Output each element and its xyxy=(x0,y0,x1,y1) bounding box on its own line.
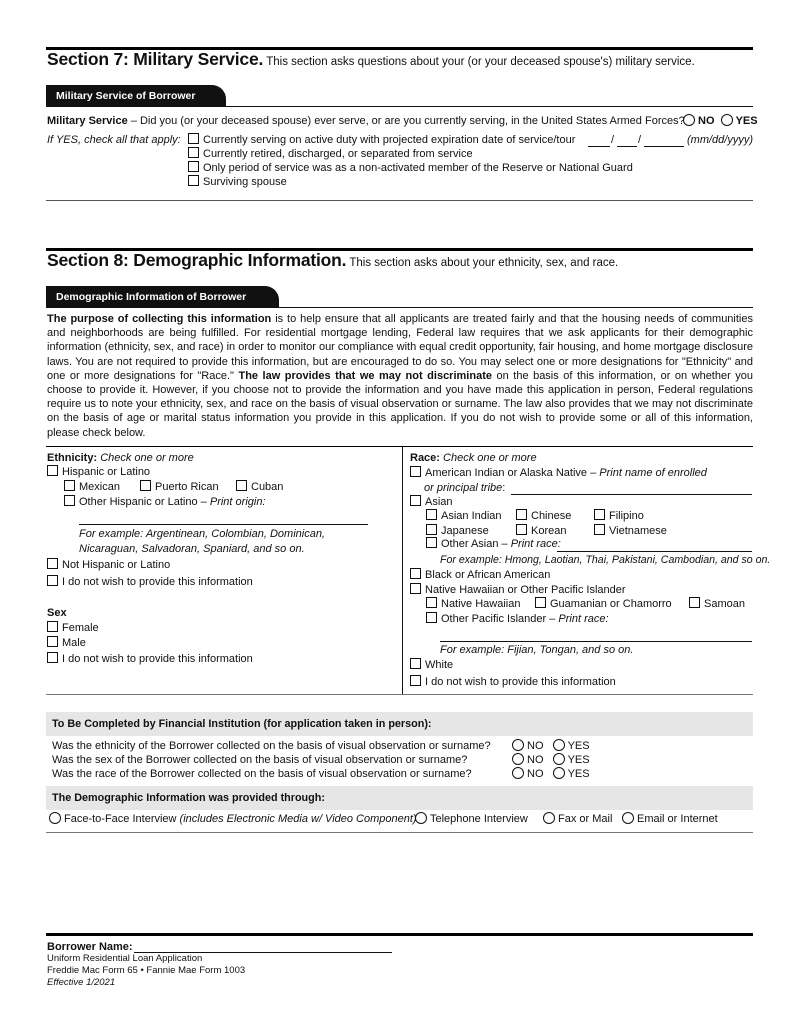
tribe-input-line[interactable] xyxy=(511,494,752,495)
chinese-label: Chinese xyxy=(531,510,572,522)
race-japanese xyxy=(426,524,489,538)
race-no-wish-label: I do not wish to provide this information xyxy=(425,676,616,688)
samoan-checkbox[interactable] xyxy=(689,597,700,608)
not-hispanic-checkbox[interactable] xyxy=(47,558,58,569)
face-to-face-label: Face-to-Face Interview xyxy=(64,813,177,825)
ethnicity-observed-yes-radio[interactable] xyxy=(553,739,565,751)
ethnicity-label: Ethnicity: xyxy=(47,452,98,464)
other-pacific-label: Other Pacific Islander – xyxy=(441,613,556,625)
american-indian-label: American Indian or Alaska Native – xyxy=(425,467,597,479)
race-native-hawaiian xyxy=(426,597,520,611)
female-label: Female xyxy=(62,622,99,634)
military-option-active-duty xyxy=(188,133,575,147)
retired-label: Currently retired, discharged, or separated from service xyxy=(203,148,473,160)
ethnicity-hint: Check one or more xyxy=(100,452,194,464)
reserve-checkbox[interactable] xyxy=(188,161,199,172)
face-to-face-note: (includes Electronic Media w/ Video Component) xyxy=(179,813,417,825)
ethnicity-example: For example: Argentinean, Colombian, Dominican, Nicaraguan, Salvadoran, Spaniard, and so on. xyxy=(79,528,325,555)
black-label: Black or African American xyxy=(425,569,551,581)
asian-checkbox[interactable] xyxy=(410,495,421,506)
active-duty-label: Currently serving on active duty with projected expiration date of service/tour xyxy=(203,134,576,146)
section8-heading xyxy=(47,250,619,270)
samoan-label: Samoan xyxy=(704,598,745,610)
race-pacific-islander xyxy=(410,583,626,597)
purpose-bold: The purpose of collecting this information xyxy=(47,313,272,325)
active-duty-checkbox[interactable] xyxy=(188,133,199,144)
military-no-label: NO xyxy=(698,115,715,127)
sex-no-wish-label: I do not wish to provide this information xyxy=(62,653,253,665)
institution-header: To Be Completed by Financial Institution (for application taken in person): xyxy=(52,718,432,730)
military-option-retired xyxy=(188,147,473,161)
ethnicity-no-wish-checkbox[interactable] xyxy=(47,575,58,586)
email-label: Email or Internet xyxy=(637,813,718,825)
black-checkbox[interactable] xyxy=(410,568,421,579)
asian-indian-checkbox[interactable] xyxy=(426,509,437,520)
institution-answer-sex xyxy=(512,753,590,767)
guamanian-checkbox[interactable] xyxy=(535,597,546,608)
institution-question-ethnicity: Was the ethnicity of the Borrower collected on the basis of visual observation or surname? xyxy=(52,740,491,752)
male-checkbox[interactable] xyxy=(47,636,58,647)
other-asian-label: Other Asian – xyxy=(441,538,508,550)
print-origin-label: Print origin: xyxy=(209,496,266,508)
reserve-label: Only period of service was as a non-activated member of the Reserve or National Guard xyxy=(203,162,633,174)
print-tribe-label: Print name of enrolled xyxy=(599,467,707,479)
face-to-face-radio[interactable] xyxy=(49,812,61,824)
section7-bottom-rule xyxy=(46,200,753,201)
sex-no-wish xyxy=(47,652,253,666)
vietnamese-label: Vietnamese xyxy=(609,525,667,537)
race-vietnamese xyxy=(594,524,667,538)
native-hawaiian-label: Native Hawaiian xyxy=(441,598,521,610)
military-yes-label: YES xyxy=(735,115,758,127)
ethnicity-hispanic xyxy=(47,465,150,479)
korean-label: Korean xyxy=(531,525,567,537)
ethnicity-observed-yes-label: YES xyxy=(567,740,590,752)
pacific-islander-checkbox[interactable] xyxy=(410,583,421,594)
section8-tab-line xyxy=(46,307,753,308)
race-korean xyxy=(516,524,566,538)
race-observed-no-label: NO xyxy=(527,768,544,780)
section7-heading xyxy=(47,49,695,69)
institution-answer-race xyxy=(512,767,590,781)
sex-observed-no-radio[interactable] xyxy=(512,753,524,765)
surviving-spouse-checkbox[interactable] xyxy=(188,175,199,186)
purpose-text-1: is to help ensure that all applicants are treated fairly and that the housing needs of communities and neighborhoods are being fulfilled. For residential mortgage lending, Federal law requires that we ask applicants for their demographic information (ethnicity, sex, and race) in order to monitor our compliance with equal credit opportunity, fair housing, and home mortgage disclosure laws. You are not required to provide this information, but are encouraged to do so. You may select one or more designations for "Ethnicity" and one or more designations for "Race." xyxy=(47,313,753,382)
vietnamese-checkbox[interactable] xyxy=(594,524,605,535)
race-observed-yes-label: YES xyxy=(567,768,590,780)
race-hint: Check one or more xyxy=(443,452,537,464)
origin-input-line[interactable] xyxy=(79,524,368,525)
provided-fax xyxy=(543,812,612,826)
pacific-islander-label: Native Hawaiian or Other Pacific Islander xyxy=(425,584,626,596)
date-month-field[interactable] xyxy=(588,146,610,147)
print-tribe-label-2: or principal tribe xyxy=(424,482,503,494)
ethnicity-observed-no-label: NO xyxy=(527,740,544,752)
footer-form-numbers: Freddie Mac Form 65 • Fannie Mae Form 1003 xyxy=(47,965,246,976)
fax-label: Fax or Mail xyxy=(558,813,613,825)
section7-subtitle: This section asks questions about your (or your deceased spouse's) military service. xyxy=(266,56,695,68)
race-no-wish xyxy=(410,675,616,689)
other-hispanic-label: Other Hispanic or Latino – xyxy=(79,496,207,508)
date-sep-1: / xyxy=(611,134,615,146)
email-radio[interactable] xyxy=(622,812,634,824)
race-other-asian xyxy=(426,537,561,551)
provided-through-header: The Demographic Information was provided through: xyxy=(52,792,325,804)
asian-example: For example: Hmong, Laotian, Thai, Pakistani, Cambodian, and so on. xyxy=(440,554,771,566)
other-asian-input-line[interactable] xyxy=(557,551,752,552)
asian-indian-label: Asian Indian xyxy=(441,510,502,522)
print-race-label-2: Print race: xyxy=(558,613,609,625)
hispanic-label: Hispanic or Latino xyxy=(62,466,151,478)
race-chinese xyxy=(516,509,571,523)
date-format-hint: (mm/dd/yyyy) xyxy=(687,134,753,146)
race-observed-yes-radio[interactable] xyxy=(553,767,565,779)
filipino-checkbox[interactable] xyxy=(594,509,605,520)
sex-male xyxy=(47,636,86,650)
footer-effective-date: Effective 1/2021 xyxy=(47,977,116,988)
puerto-rican-checkbox[interactable] xyxy=(140,480,151,491)
japanese-checkbox[interactable] xyxy=(426,524,437,535)
provided-through-bottom-rule xyxy=(46,832,753,833)
race-black xyxy=(410,568,550,582)
if-yes-label: If YES, check all that apply: xyxy=(47,134,181,146)
other-pacific-checkbox[interactable] xyxy=(426,612,437,623)
demographic-divider xyxy=(46,446,753,447)
provided-telephone xyxy=(415,812,528,826)
retired-checkbox[interactable] xyxy=(188,147,199,158)
ethnicity-heading xyxy=(47,451,194,465)
military-yes-radio[interactable] xyxy=(721,114,733,126)
asian-label: Asian xyxy=(425,496,453,508)
column-divider xyxy=(402,447,403,694)
race-label: Race: xyxy=(410,452,440,464)
institution-answer-ethnicity xyxy=(512,739,590,753)
section7-tab: Military Service of Borrower xyxy=(46,85,226,107)
female-checkbox[interactable] xyxy=(47,621,58,632)
purpose-bold-2: The law provides that we may not discriminate xyxy=(238,369,492,382)
race-asian xyxy=(410,495,453,509)
section8-tab: Demographic Information of Borrower xyxy=(46,286,279,308)
cuban-label: Cuban xyxy=(251,481,284,493)
surviving-spouse-label: Surviving spouse xyxy=(203,176,287,188)
fax-radio[interactable] xyxy=(543,812,555,824)
institution-top-rule xyxy=(46,694,753,695)
chinese-checkbox[interactable] xyxy=(516,509,527,520)
race-samoan xyxy=(689,597,745,611)
white-label: White xyxy=(425,659,454,671)
military-service-label: Military Service xyxy=(47,115,128,127)
ethnicity-cuban xyxy=(236,480,283,494)
race-other-pacific xyxy=(426,612,609,626)
footer-rule xyxy=(46,933,753,936)
mexican-label: Mexican xyxy=(79,481,120,493)
borrower-name-label: Borrower Name: xyxy=(47,941,133,953)
sex-heading: Sex xyxy=(47,607,67,619)
demographic-purpose-paragraph xyxy=(47,312,753,440)
sex-female xyxy=(47,621,99,635)
race-american-indian xyxy=(410,466,707,480)
pacific-example: For example: Fijian, Tongan, and so on. xyxy=(440,644,634,656)
military-option-reserve xyxy=(188,161,633,175)
hispanic-checkbox[interactable] xyxy=(47,465,58,476)
military-service-text: – Did you (or your deceased spouse) ever serve, or are you currently serving, in the United States Armed Forces? xyxy=(130,115,685,127)
white-checkbox[interactable] xyxy=(410,658,421,669)
print-race-label: Print race: xyxy=(510,538,561,550)
race-filipino xyxy=(594,509,644,523)
race-asian-indian xyxy=(426,509,502,523)
sex-observed-yes-label: YES xyxy=(567,754,590,766)
other-pacific-input-line[interactable] xyxy=(440,641,752,642)
institution-question-sex: Was the sex of the Borrower collected on the basis of visual observation or surname? xyxy=(52,754,468,766)
institution-question-race: Was the race of the Borrower collected on the basis of visual observation or surname? xyxy=(52,768,472,780)
telephone-label: Telephone Interview xyxy=(430,813,528,825)
date-day-field[interactable] xyxy=(617,146,637,147)
race-observed-no-radio[interactable] xyxy=(512,767,524,779)
date-sep-2: / xyxy=(638,134,642,146)
military-option-surviving-spouse xyxy=(188,175,287,189)
guamanian-label: Guamanian or Chamorro xyxy=(550,598,672,610)
sex-no-wish-checkbox[interactable] xyxy=(47,652,58,663)
ethnicity-no-wish-label: I do not wish to provide this information xyxy=(62,576,253,588)
not-hispanic-label: Not Hispanic or Latino xyxy=(62,559,171,571)
section8-subtitle: This section asks about your ethnicity, sex, and race. xyxy=(349,257,619,269)
sex-observed-no-label: NO xyxy=(527,754,544,766)
race-white xyxy=(410,658,453,672)
race-guamanian xyxy=(535,597,672,611)
tribe-colon: : xyxy=(502,482,506,494)
filipino-label: Filipino xyxy=(609,510,644,522)
male-label: Male xyxy=(62,637,86,649)
telephone-radio[interactable] xyxy=(415,812,427,824)
race-tribe-line-label xyxy=(424,481,505,495)
section8-title: Section 8: Demographic Information. xyxy=(47,250,347,270)
ethnicity-mexican xyxy=(64,480,120,494)
section7-title: Section 7: Military Service. xyxy=(47,49,264,69)
purpose-text-2: on the basis of this information, or on whether you choose to provide it. However, if you choose not to provide the information and you have made this application in person, Federal regulations require us to note your ethnicity, sex, and race on the basis of visual observation or surname. The law also provides that we may not discriminate on the basis of age or marital status information you provide in this application. If you do not wish to provide some or all of this information, please check below. xyxy=(47,369,754,439)
sex-observed-yes-radio[interactable] xyxy=(553,753,565,765)
puerto-rican-label: Puerto Rican xyxy=(155,481,219,493)
race-no-wish-checkbox[interactable] xyxy=(410,675,421,686)
provided-email xyxy=(622,812,718,826)
korean-checkbox[interactable] xyxy=(516,524,527,535)
ethnicity-puerto-rican xyxy=(140,480,219,494)
section7-tab-line xyxy=(46,106,753,107)
other-asian-checkbox[interactable] xyxy=(426,537,437,548)
footer-form-name: Uniform Residential Loan Application xyxy=(47,953,203,964)
date-year-field[interactable] xyxy=(644,146,684,147)
ethnicity-not-hispanic xyxy=(47,558,170,572)
provided-face-to-face xyxy=(49,812,417,826)
cuban-checkbox[interactable] xyxy=(236,480,247,491)
military-service-answers xyxy=(683,114,758,128)
american-indian-checkbox[interactable] xyxy=(410,466,421,477)
japanese-label: Japanese xyxy=(441,525,489,537)
race-heading xyxy=(410,451,537,465)
ethnicity-no-wish xyxy=(47,575,253,589)
other-hispanic-checkbox[interactable] xyxy=(64,495,75,506)
mexican-checkbox[interactable] xyxy=(64,480,75,491)
native-hawaiian-checkbox[interactable] xyxy=(426,597,437,608)
ethnicity-other-hispanic xyxy=(64,495,266,509)
military-no-radio[interactable] xyxy=(683,114,695,126)
ethnicity-observed-no-radio[interactable] xyxy=(512,739,524,751)
military-service-question xyxy=(47,114,685,128)
